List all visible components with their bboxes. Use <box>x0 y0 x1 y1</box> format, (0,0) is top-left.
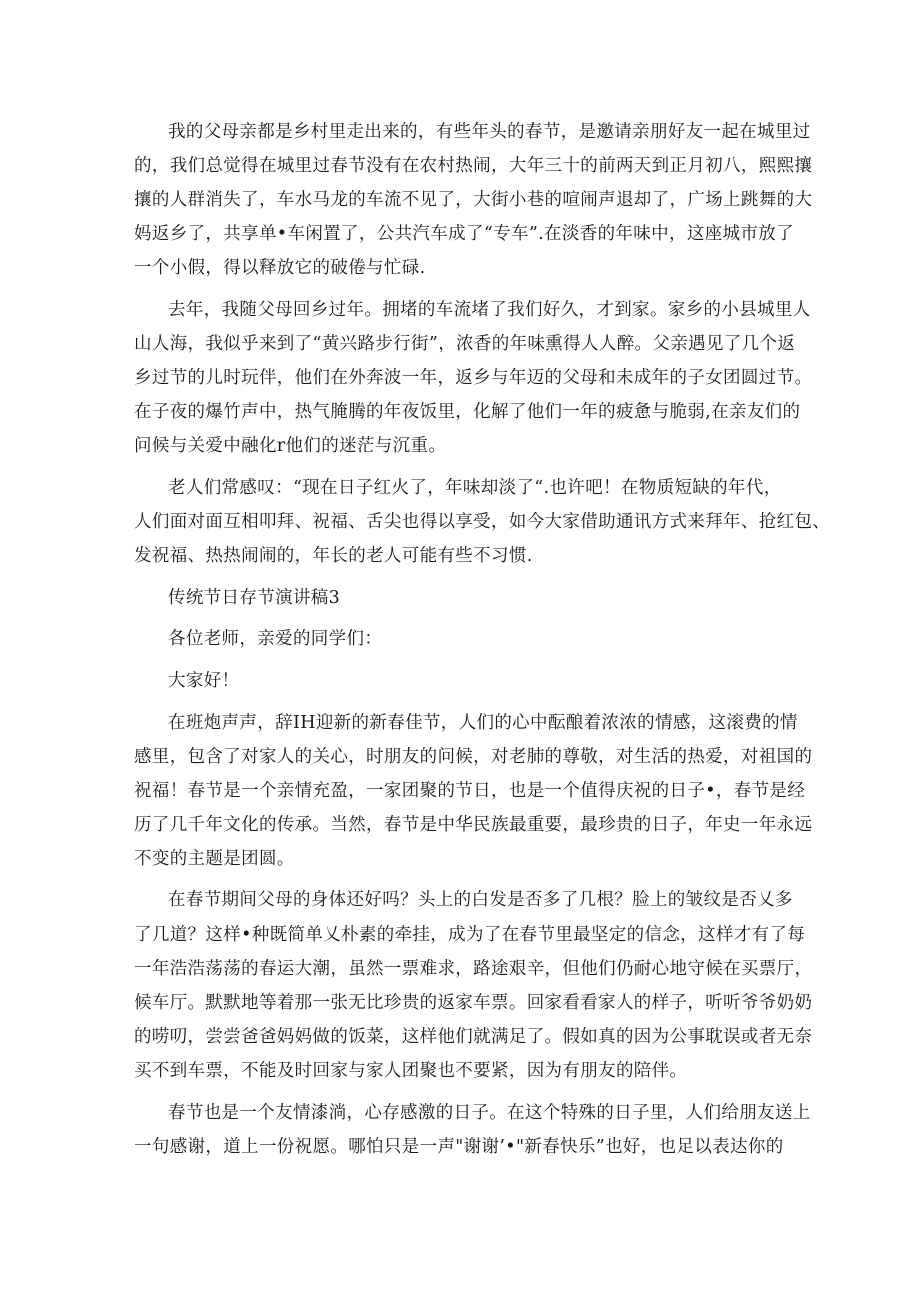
text-line: 在子夜的爆竹声中，热气腌腾的年夜饭里，化解了他们一年的疲惫与脆弱,在亲友们的 <box>134 402 801 423</box>
paragraph-p9 <box>134 1096 811 1164</box>
paragraph-p8 <box>134 883 813 1088</box>
text-line: 春节也是一个友情漆淌，心存感激的日子。在这个特殊的日子里，人们给朋友送上 <box>168 1102 811 1123</box>
text-line: 各位老师，亲爱的同学们： <box>168 629 383 650</box>
paragraph-p3 <box>134 471 831 573</box>
paragraph-p4 <box>168 581 772 615</box>
paragraph-p5 <box>168 622 772 656</box>
text-line: 祝福！春节是一个亲情充盈，一家团聚的节日，也是一个值得庆祝的日子•，春节是经 <box>134 780 806 801</box>
text-line: 不变的主题是团圆。 <box>134 848 295 869</box>
text-line: 乡过节的儿时玩伴，他们在外奔波一年，返乡与年迈的父母和未成年的子女团圆过节。 <box>134 368 813 389</box>
text-line: 大家好！ <box>168 670 240 691</box>
text-line: 一年浩浩荡荡的春运大潮，虽然一票难求，路途艰辛，但他们仍耐心地守候在买票厅， <box>134 958 813 979</box>
paragraph-p1 <box>134 115 813 285</box>
text-line: 候车厅。默默地等着那一张无比珍贵的返家车票。回家看看家人的样子，听听爷爷奶奶 <box>134 992 813 1013</box>
text-line: 发祝福、热热闹闹的，年长的老人可能有些不习惯. <box>134 546 533 567</box>
text-line: 人们面对面互相叩拜、祝福、舌尖也得以享受，如今大家借助通讯方式来拜年、抢红包、 <box>134 512 831 533</box>
text-line: 去年，我随父母回乡过年。拥堵的车流堵了我们好久，才到家。家乡的小县城里人 <box>168 299 811 320</box>
text-line: 历了几千年文化的传承。当然，春节是中华民族最重要，最珍贵的日子，年史一年永远 <box>134 814 813 835</box>
text-line: 的唠叨，尝尝爸爸妈妈做的饭菜，这样他们就满足了。假如真的因为公事耽误或者无奈 <box>134 1026 813 1047</box>
text-line: 了几道？这样•种既简单乂朴素的牵挂，成为了在春节里最坚定的信念，这样才有了每 <box>134 924 806 945</box>
text-line: 老人们常感叹：“现在日子红火了，年味却淡了“.也许吧！在物质短缺的年代， <box>168 477 782 498</box>
text-line: 山人海，我似乎来到了“黄兴路步行街”，浓香的年味熏得人人醉。父亲遇见了几个返 <box>134 334 796 355</box>
paragraph-p2 <box>134 293 813 463</box>
paragraph-p6 <box>168 664 772 698</box>
text-line: 在班炮声声，辞IH迎新的新春佳节，人们的心中酝酿着浓浓的情感，这滚费的情 <box>168 712 798 733</box>
text-line: 感里，包含了对家人的关心，时朋友的问候，对老肺的尊敬，对生活的热爱，对祖国的 <box>134 746 813 767</box>
text-line: 一句感谢，道上一份祝愿。哪怕只是一声"谢谢’•"新春快乐”也好，也足以表达你的 <box>134 1136 784 1157</box>
text-line: 问候与关爱中融化r他们的迷茫与沉重。 <box>134 436 447 457</box>
text-line: 传统节日存节演讲稿3 <box>168 587 341 608</box>
text-line: 一个小假，得以释放它的破倦与忙碌. <box>134 258 426 279</box>
text-line: 我的父母亲都是乡村里走出来的，有些年头的春节，是邀请亲朋好友一起在城里过 <box>168 122 811 142</box>
text-line: 攘的人群消失了，车水马龙的车流不见了，大街小巷的喧闹声退却了，广场上跳舞的大 <box>134 190 813 211</box>
paragraph-p7 <box>134 706 813 876</box>
text-line: 买不到车票，不能及时回家与家人团聚也不要紧，因为有朋友的陪伴。 <box>134 1060 688 1081</box>
text-line: 妈返乡了，共享单•车闲置了，公共汽车成了“专车”.在淡香的年味中，这座城市放了 <box>134 224 794 245</box>
text-line: 在春节期间父母的身体还好吗？头上的白发是否多了几根？脸上的皱纹是否乂多 <box>168 890 793 911</box>
text-line: 的，我们总觉得在城里过春节没有在农村热闹，大年三十的前两天到正月初八，熙熙攘 <box>134 156 813 177</box>
